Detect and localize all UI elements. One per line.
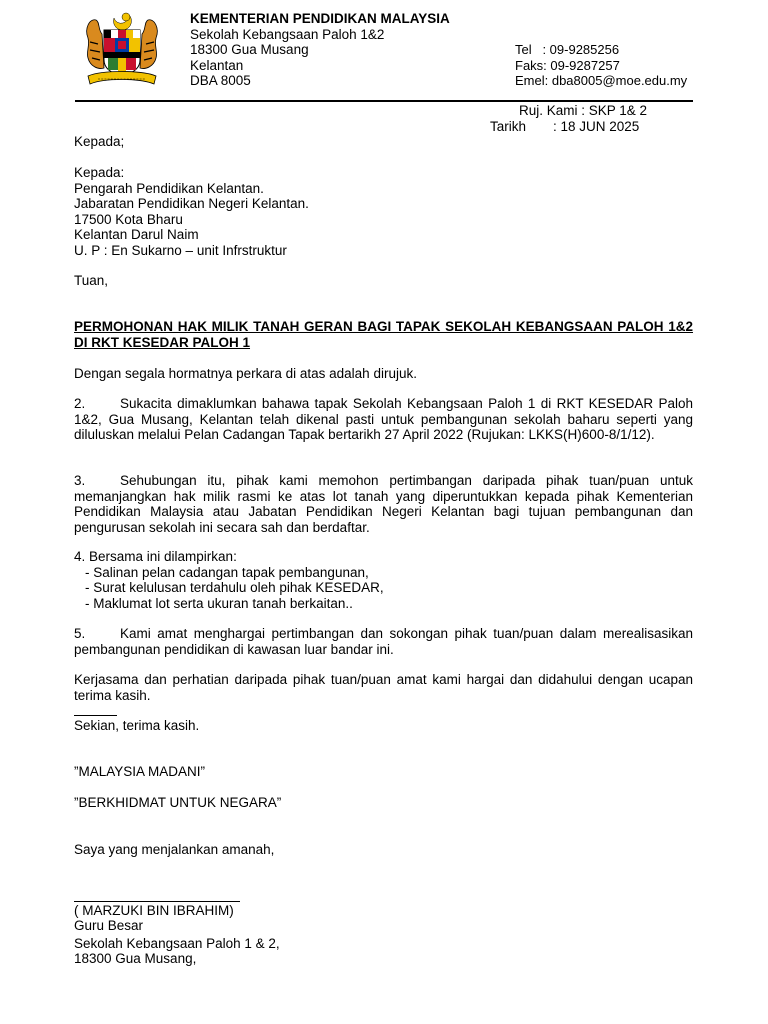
closing-paragraph: Kerjasama dan perhatian daripada pihak tuan/puan amat kami hargai dan didahului dengan ucapan terima kasih. [74,672,693,703]
email: Emel: dba8005@moe.edu.my [515,73,688,88]
signatory-town: 18300 Gua Musang, [74,951,197,966]
school-name: Sekolah Kebangsaan Paloh 1&2 [190,27,385,42]
date-label: Tarikh [490,119,527,134]
coat-of-arms-logo [82,8,162,92]
telephone: Tel : 09-9285256 [515,42,620,57]
recipient-line: Kelantan Darul Naim [74,227,199,242]
signatory-title: Guru Besar [74,918,144,933]
paragraph-4 [74,549,693,611]
paragraph-3 [74,473,693,535]
recipient-label: Kepada: [74,165,125,180]
valediction: Saya yang menjalankan amanah, [74,842,275,857]
opening-paragraph: Dengan segala hormatnya perkara di atas adalah dirujuk. [74,366,417,381]
paragraph-number: 3. [74,473,86,488]
ministry-name: KEMENTERIAN PENDIDIKAN MALAYSIA [190,11,450,26]
salutation: Tuan, [74,273,109,288]
slogan-malaysia-madani: ”MALAYSIA MADANI” [74,764,206,779]
addressee-intro: Kepada; [74,134,125,149]
paragraph-text: Sukacita dimaklumkan bahawa tapak Sekolah Kebangsaan Paloh 1 di RKT KESEDAR Paloh 1&2, Gua Musang, Kelantan telah dikenal pasti untuk pembangunan sekolah baharu seperti yang diluluskan melalui Pelan Cadangan Tapak bertarikh 27 April 2022 (Rujukan: LKKS(H)600-8/1/12). [74,396,693,442]
paragraph-2 [74,396,693,443]
school-postcode-town: 18300 Gua Musang [190,42,309,57]
school-code: DBA 8005 [190,73,251,88]
signatory-school: Sekolah Kebangsaan Paloh 1 & 2, [74,936,280,951]
fax: Faks: 09-9287257 [515,58,620,73]
paragraph-number: 2. [74,396,86,411]
reference-number: Ruj. Kami : SKP 1& 2 [519,103,648,118]
attachment-item: - Salinan pelan cadangan tapak pembangunan, [85,564,369,580]
signatory-name: ( MARZUKI BIN IBRAHIM) [74,903,234,918]
recipient-line: 17500 Kota Bharu [74,211,183,227]
short-underline [74,715,117,716]
letter-subject: PERMOHONAN HAK MILIK TANAH GERAN BAGI TAPAK SEKOLAH KEBANGSAAN PALOH 1&2 DI RKT KESEDAR PALOH 1 [74,319,693,350]
recipient-line: U. P : En Sukarno – unit Infrstruktur [74,242,287,258]
paragraph-text: Kami amat menghargai pertimbangan dan sokongan pihak tuan/puan dalam merealisasikan pembangunan pendidikan di kawasan luar bandar ini. [74,626,693,657]
attachment-item: - Maklumat lot serta ukuran tanah berkaitan.. [85,595,353,611]
date-value: : 18 JUN 2025 [553,119,640,134]
attachment-item: - Surat kelulusan terdahulu oleh pihak KESEDAR, [85,580,384,595]
closing-thanks: Sekian, terima kasih. [74,718,200,733]
school-state: Kelantan [190,58,244,73]
recipient-line: Jabaratan Pendidikan Negeri Kelantan. [74,196,309,211]
paragraph-5 [74,626,693,657]
paragraph-text: Sehubungan itu, pihak kami memohon pertimbangan daripada pihak tuan/puan untuk memanjangkan hak milik rasmi ke atas lot tanah yang diperuntukkan kepada pihak Kementerian Pendidikan Malaysia atau Jabatan Pendidikan Negeri Kelantan bagi tujuan pembangunan dan pengurusan sekolah ini secara sah dan berdaftar. [74,473,693,535]
recipient-line: Pengarah Pendidikan Kelantan. [74,180,264,196]
recipient-address [74,165,693,258]
attachments-heading: 4. Bersama ini dilampirkan: [74,549,237,564]
signature-line [74,901,240,902]
slogan-berkhidmat: ”BERKHIDMAT UNTUK NEGARA” [74,795,282,810]
header-rule [75,100,693,102]
paragraph-number: 5. [74,626,86,641]
